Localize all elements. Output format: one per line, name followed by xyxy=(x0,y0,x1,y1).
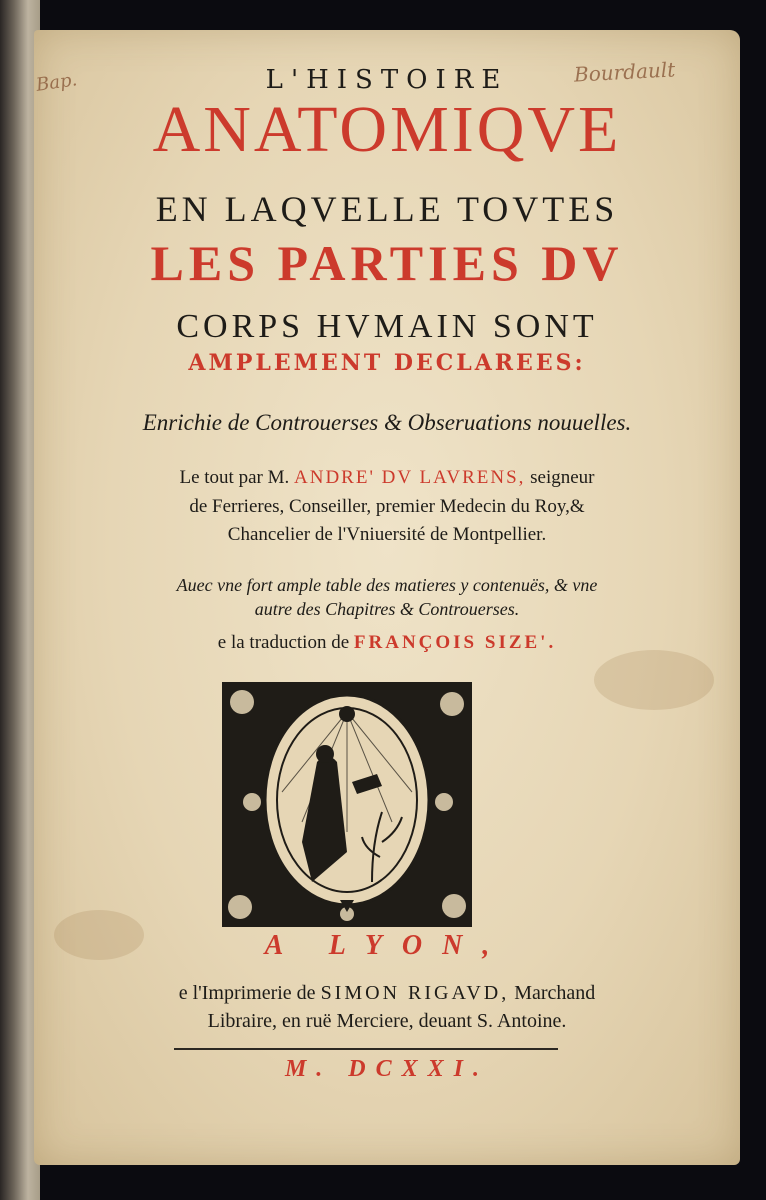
subtitle: Enrichie de Controuerses & Obseruations nouuelles. xyxy=(142,410,632,435)
translator-name: FRANÇOIS SIZE'. xyxy=(353,632,557,653)
author-prefix: Le tout par M. xyxy=(179,467,290,488)
paper-stain xyxy=(594,650,714,710)
title-line-1: L'HISTOIRE xyxy=(265,65,509,95)
table-note-2: autre des Chapitres & Controuerses. xyxy=(254,599,520,619)
title-line-6: AMPLEMENT DECLAREES: xyxy=(188,350,586,376)
handwritten-note-left: Bap. xyxy=(34,69,79,96)
author-line xyxy=(34,467,740,489)
printer-prefix: e l'Imprimerie de xyxy=(178,982,316,1004)
table-note-1: Auec vne fort ample table des matieres y contenuës, & vne xyxy=(176,575,598,595)
title-page xyxy=(34,30,740,1165)
author-line-3: Chancelier de l'Vniuersité de Montpellier. xyxy=(227,524,547,545)
author-line-2: de Ferrieres, Conseiller, premier Medecin du Roy,& xyxy=(189,496,585,517)
translation-line xyxy=(34,632,740,654)
printer-device-emblem xyxy=(222,682,472,927)
author-name: ANDRE' DV LAVRENS, xyxy=(294,467,526,488)
title-line-3: EN LAQVELLE TOVTES xyxy=(155,189,619,229)
printer-suffix: Marchand xyxy=(514,982,596,1004)
author-suffix: seigneur xyxy=(530,467,595,488)
translation-prefix: e la traduction de xyxy=(217,632,350,653)
imprint-place: A LYON, xyxy=(264,930,510,961)
title-line-2: ANATOMIQVE xyxy=(152,93,622,166)
title-line-5: CORPS HVMAIN SONT xyxy=(176,308,598,345)
handwritten-signature: Bourdault xyxy=(573,57,676,87)
imprint-line-1 xyxy=(34,982,740,1005)
divider-rule xyxy=(174,1048,558,1050)
title-line-4: LES PARTIES DV xyxy=(150,235,624,291)
imprint-line-2: Libraire, en ruë Merciere, deuant S. Antoine. xyxy=(207,1010,567,1032)
printer-name: SIMON RIGAVD, xyxy=(320,982,510,1004)
imprint-date: M. DCXXI. xyxy=(284,1056,490,1082)
